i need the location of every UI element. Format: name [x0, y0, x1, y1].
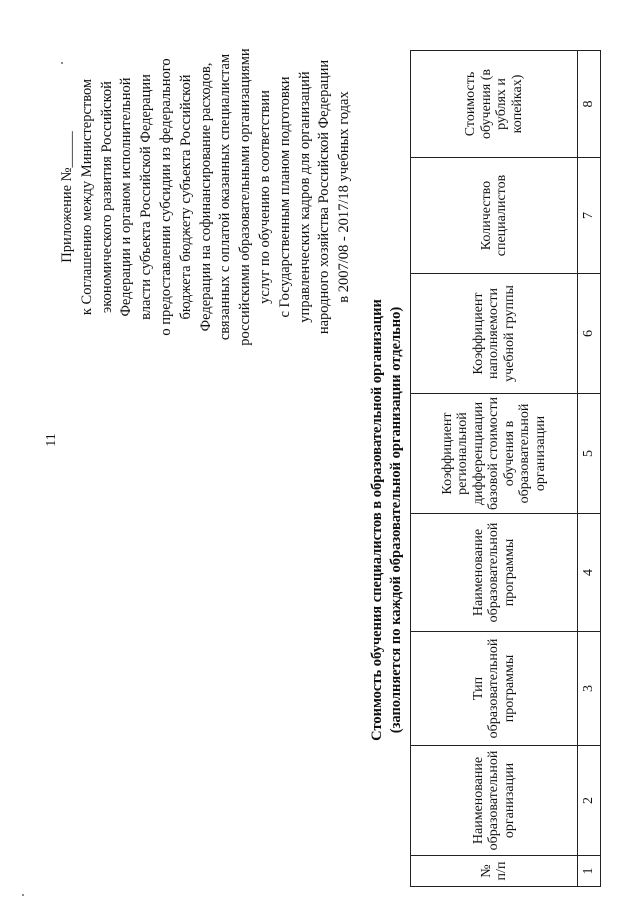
header-org-name: Наименование образовательной организации	[411, 746, 578, 856]
appendix-line: российскими образовательными организациями	[237, 48, 254, 346]
scan-speck	[61, 62, 63, 64]
cost-table	[410, 50, 601, 887]
header-program-type: Тип образовательной программы	[411, 632, 578, 746]
title-subline: (заполняется по каждой образовательной организации отдельно)	[388, 306, 404, 734]
appendix-line: связанных с оплатой оказанных специалистам	[217, 53, 234, 341]
column-number: 7	[578, 158, 601, 274]
document-title	[368, 285, 406, 755]
appendix-line: к Соглашению между Министерством	[78, 78, 95, 316]
appendix-line: с Государственным планом подготовки	[276, 76, 293, 318]
table-row	[578, 51, 601, 887]
column-number: 5	[578, 394, 601, 514]
appendix-line: Приложение №_____	[59, 131, 75, 263]
table-header-row	[411, 51, 578, 887]
appendix-block	[58, 44, 355, 350]
appendix-line: о предоставлении субсидии из федерального	[157, 58, 174, 336]
column-number: 1	[578, 856, 601, 887]
column-number: 4	[578, 514, 601, 632]
title-line: Стоимость обучения специалистов в образовательной организации	[369, 299, 385, 741]
column-number: 2	[578, 746, 601, 856]
header-number: № п/п	[411, 856, 578, 887]
appendix-line: власти субъекта Российской Федерации	[138, 74, 155, 320]
scan-speck	[22, 894, 24, 896]
appendix-line: Федерации и органом исполнительной	[118, 77, 135, 317]
appendix-line: услуг по обучению в соответствии	[256, 90, 273, 304]
header-cost: Стоимость обучения (в рублях и копейках)	[411, 51, 578, 158]
appendix-line: экономического развития Российской	[98, 81, 115, 313]
column-number: 3	[578, 632, 601, 746]
header-regional-coefficient: Коэффициент региональной дифференциации базовой стоимости обучения в образовательной организации	[411, 394, 578, 514]
appendix-line: Федерации на софинансирование расходов,	[197, 62, 214, 332]
header-program-name: Наименование образовательной программы	[411, 514, 578, 632]
column-number: 8	[578, 51, 601, 158]
appendix-line: народного хозяйства Российской Федерации	[316, 59, 333, 335]
header-specialists-count: Количество специалистов	[411, 158, 578, 274]
appendix-line: бюджета бюджету субъекта Российской	[177, 74, 194, 320]
appendix-line: в 2007/08 - 2017/18 учебных годах	[336, 91, 353, 303]
header-group-coefficient: Коэффициент наполняемости учебной группы	[411, 274, 578, 394]
page-number: 11	[44, 433, 59, 447]
column-number: 6	[578, 274, 601, 394]
appendix-line: управленческих кадров для организаций	[296, 71, 313, 323]
